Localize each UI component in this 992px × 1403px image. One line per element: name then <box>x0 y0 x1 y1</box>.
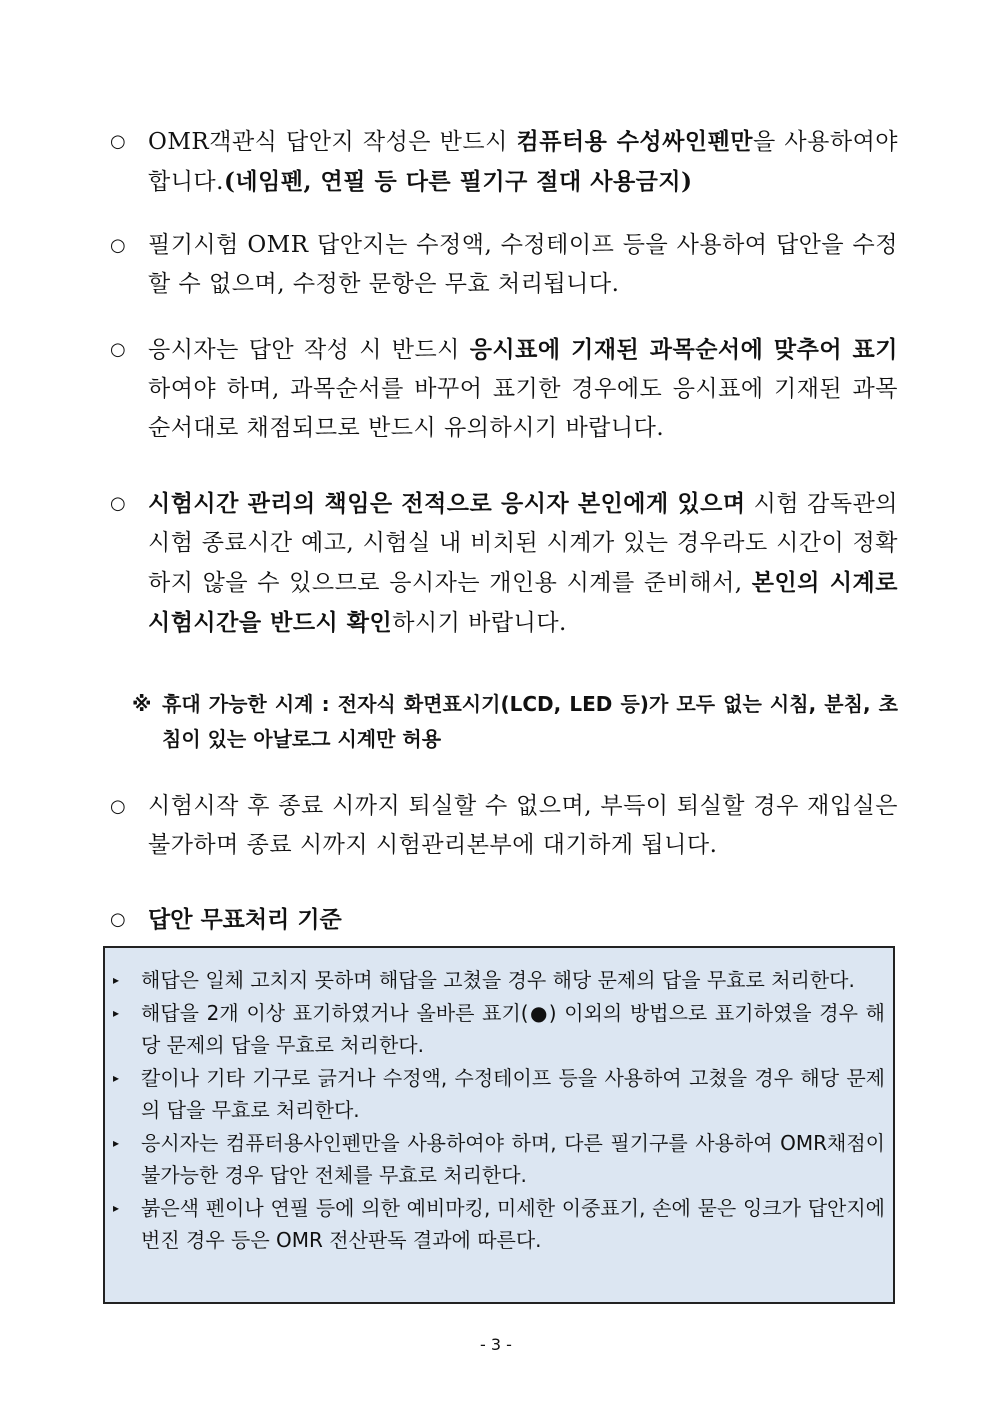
triangle-bullet-icon: ▸ <box>113 973 120 987</box>
rule-text: 붉은색 펜이나 연필 등에 의한 예비마킹, 미세한 이중표기, 손에 묻은 잉크가 답안지에 번진 경우 등은 OMR 전산판독 결과에 따른다. <box>141 1196 885 1252</box>
instruction-item-time-management <box>110 484 898 643</box>
instruction-item-no-correction <box>110 226 898 304</box>
rule-item <box>113 964 885 996</box>
invalidation-criteria-heading <box>110 900 342 939</box>
circle-bullet-icon: ○ <box>110 909 126 930</box>
invalidation-rules-box <box>103 946 895 1304</box>
circle-bullet-icon: ○ <box>110 131 126 152</box>
triangle-bullet-icon: ▸ <box>113 1201 120 1215</box>
reference-mark-icon: ※ <box>132 692 152 716</box>
instruction-item-subject-order <box>110 330 898 448</box>
heading-text: 답안 무표처리 기준 <box>148 906 342 933</box>
circle-bullet-icon: ○ <box>110 796 126 817</box>
instruction-text: 응시자는 답안 작성 시 반드시 응시표에 기재된 과목순서에 맞추어 표기하여야 하며, 과목순서를 바꾸어 표기한 경우에도 응시표에 기재된 과목순서대로 채점되므로 반드시 유의하시기 바랍니다. <box>148 336 898 441</box>
triangle-bullet-icon: ▸ <box>113 1006 120 1020</box>
triangle-bullet-icon: ▸ <box>113 1071 120 1085</box>
circle-bullet-icon: ○ <box>110 493 126 514</box>
instruction-item-omr-pen <box>110 122 898 202</box>
rule-item <box>113 997 885 1061</box>
rule-text: 해답은 일체 고치지 못하며 해답을 고쳤을 경우 해당 문제의 답을 무효로 처리한다. <box>141 968 855 992</box>
rule-item <box>113 1127 885 1191</box>
watch-note <box>132 687 898 757</box>
rule-text: 응시자는 컴퓨터용사인펜만을 사용하여야 하며, 다른 필기구를 사용하여 OMR채점이 불가능한 경우 답안 전체를 무효로 처리한다. <box>141 1131 885 1187</box>
instruction-text: 필기시험 OMR 답안지는 수정액, 수정테이프 등을 사용하여 답안을 수정할 수 없으며, 수정한 문항은 무효 처리됩니다. <box>148 232 898 297</box>
circle-bullet-icon: ○ <box>110 339 126 360</box>
rule-item <box>113 1062 885 1126</box>
triangle-bullet-icon: ▸ <box>113 1136 120 1150</box>
instruction-text: OMR객관식 답안지 작성은 반드시 컴퓨터용 수성싸인펜만을 사용하여야 합니다.(네임펜, 연필 등 다른 필기구 절대 사용금지) <box>148 128 898 195</box>
page-number: - 3 - <box>480 1335 512 1354</box>
circle-bullet-icon: ○ <box>110 235 126 256</box>
rule-text: 해답을 2개 이상 표기하였거나 올바른 표기(●) 이외의 방법으로 표기하였을 경우 해당 문제의 답을 무효로 처리한다. <box>141 1001 885 1057</box>
instruction-text: 시험시작 후 종료 시까지 퇴실할 수 없으며, 부득이 퇴실할 경우 재입실은 불가하며 종료 시까지 시험관리본부에 대기하게 됩니다. <box>148 793 898 858</box>
watch-note-text: 휴대 가능한 시계 : 전자식 화면표시기(LCD, LED 등)가 모두 없는 시침, 분침, 초침이 있는 아날로그 시계만 허용 <box>162 692 898 751</box>
rule-text: 칼이나 기타 기구로 긁거나 수정액, 수정테이프 등을 사용하여 고쳤을 경우 해당 문제의 답을 무효로 처리한다. <box>141 1066 885 1122</box>
rule-item <box>113 1192 885 1256</box>
instruction-text: 시험시간 관리의 책임은 전적으로 응시자 본인에게 있으며 시험 감독관의 시험 종료시간 예고, 시험실 내 비치된 시계가 있는 경우라도 시간이 정확하지 않을 수 있으므로 응시자는 개인용 시계를 준비해서, 본인의 시계로 시험시간을 반드시 확인하시기 바랍니다. <box>148 490 899 636</box>
instruction-item-no-exit <box>110 787 898 865</box>
